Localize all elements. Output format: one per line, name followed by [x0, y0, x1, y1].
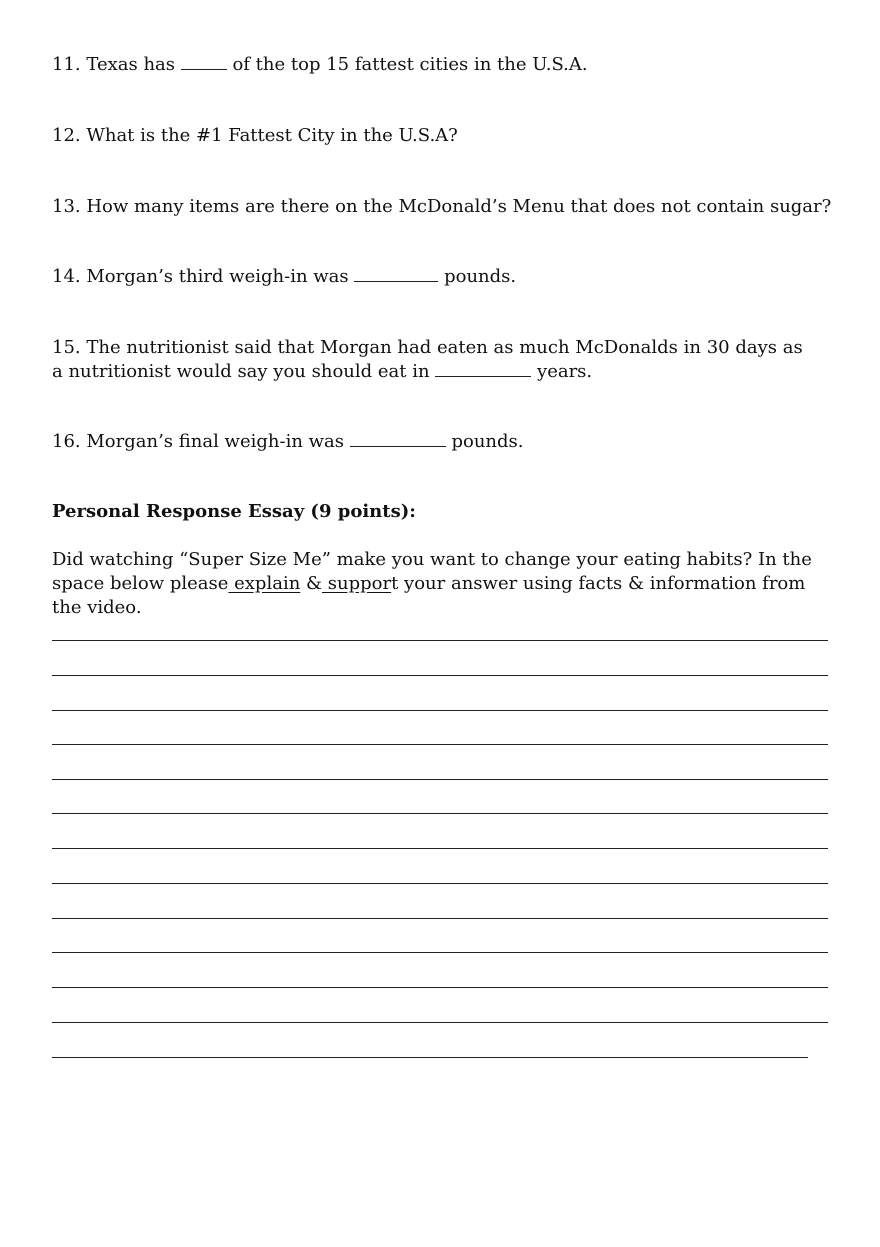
question-14-text-end: pounds. — [438, 266, 517, 287]
essay-answer-line[interactable] — [52, 952, 828, 953]
essay-answer-line[interactable] — [52, 987, 828, 988]
essay-answer-line[interactable] — [52, 813, 828, 814]
essay-answer-line[interactable] — [52, 779, 828, 780]
essay-answer-line[interactable] — [52, 710, 828, 711]
question-13 — [52, 195, 832, 219]
essay-prompt-end: t your answer using facts & information from the video. — [52, 573, 806, 618]
question-15-text-end: years. — [531, 361, 593, 382]
question-16-text-start: 16. Morgan’s final weigh-in was — [52, 431, 350, 452]
question-16-text-end: pounds. — [445, 431, 524, 452]
question-11-text-start: 11. Texas has — [52, 54, 181, 75]
question-14 — [52, 265, 832, 289]
question-12-text: 12. What is the #1 Fattest City in the U.S.A? — [52, 125, 458, 146]
question-14-text-start: 14. Morgan’s third weigh-in was — [52, 266, 355, 287]
answer-blank-16[interactable] — [350, 430, 446, 447]
essay-prompt-amp: & — [300, 573, 323, 594]
essay-prompt-support: suppor — [322, 573, 392, 594]
question-16 — [52, 430, 832, 454]
essay-answer-line[interactable] — [52, 675, 828, 676]
essay-prompt-start: Did watching “Super Size Me” make you want to change your eating habits? In the space below please — [52, 549, 812, 594]
answer-blank-11[interactable] — [181, 53, 227, 70]
question-15-text-start: 15. The nutritionist said that Morgan had eaten as much McDonalds in 30 days as a nutritionist would say you should eat in — [52, 337, 803, 382]
answer-blank-14[interactable] — [354, 265, 438, 282]
essay-prompt — [52, 548, 832, 620]
question-11 — [52, 53, 832, 77]
essay-answer-line[interactable] — [52, 640, 828, 641]
essay-answer-line[interactable] — [52, 744, 828, 745]
answer-blank-15[interactable] — [435, 360, 531, 377]
essay-heading: Personal Response Essay (9 points): — [52, 501, 416, 522]
essay-answer-line[interactable] — [52, 918, 828, 919]
question-13-text: 13. How many items are there on the McDonald’s Menu that does not contain sugar? — [52, 196, 832, 217]
essay-answer-line[interactable] — [52, 1057, 808, 1058]
essay-answer-line[interactable] — [52, 848, 828, 849]
essay-answer-line[interactable] — [52, 1022, 828, 1023]
question-15 — [52, 336, 812, 384]
essay-prompt-explain: explain — [228, 573, 301, 594]
question-12 — [52, 124, 832, 148]
essay-answer-line[interactable] — [52, 883, 828, 884]
question-11-text-end: of the top 15 fattest cities in the U.S.A. — [226, 54, 588, 75]
